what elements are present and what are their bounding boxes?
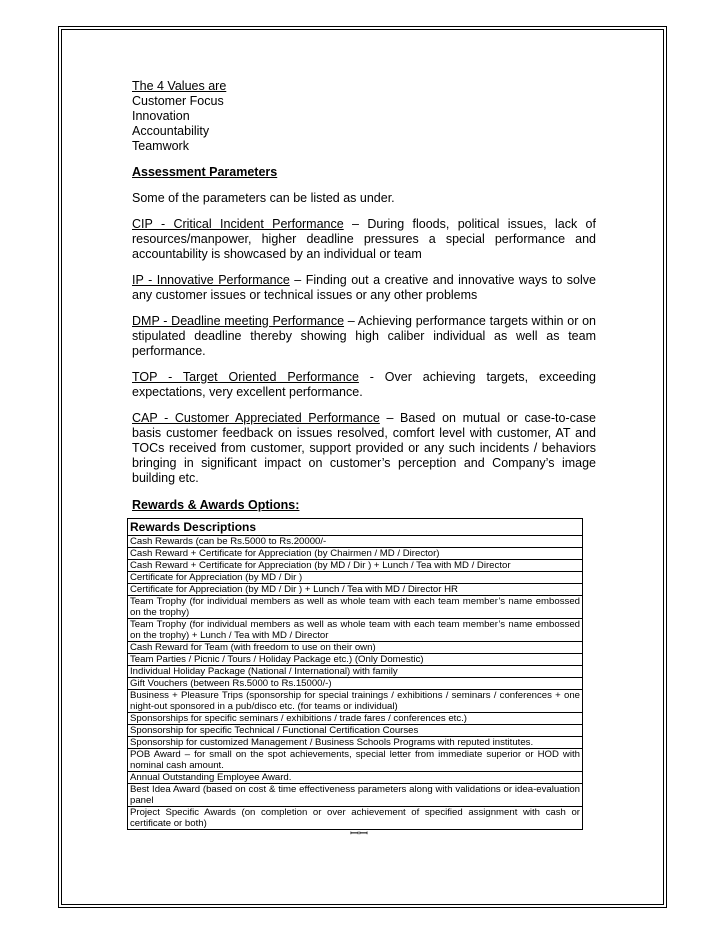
table-row [128,536,583,548]
reward-cell: Team Parties / Picnic / Tours / Holiday Package etc.) (Only Domestic) [128,654,583,666]
table-row [128,572,583,584]
param-top [132,370,596,400]
table-row [128,772,583,784]
table-row [128,749,583,772]
param-cap [132,411,596,486]
param-term: CIP - Critical Incident Performance [132,217,344,231]
table-row [128,690,583,713]
param-term: DMP - Deadline meeting Performance [132,314,345,328]
param-dmp [132,314,596,359]
section-end-ornament: ꟷꟷ [350,827,368,840]
values-heading: The 4 Values are [132,79,227,93]
table-row [128,737,583,749]
table-row [128,642,583,654]
reward-cell: Team Trophy (for individual members as well as whole team with each team member’s name embossed on the trophy) [128,596,583,619]
value-item: Teamwork [132,139,189,153]
reward-cell: Sponsorship for specific Technical / Functional Certification Courses [128,725,583,737]
table-header: Rewards Descriptions [128,519,583,536]
param-term: TOP - Target Oriented Performance [132,370,359,384]
reward-cell: Team Trophy (for individual members as well as whole team with each team member’s name embossed on the trophy) + Lunch / Tea with MD / Director [128,619,583,642]
value-item: Accountability [132,124,210,138]
param-desc: – Based on mutual or case-to-case basis customer feedback on issues resolved, comfort level with customer, AT and TOCs received from customer, support provided or any such incidents / behaviors bringing in significant impact on customer’s perception and Company’s image building etc. [132,411,596,485]
table-row [128,654,583,666]
table-row [128,584,583,596]
rewards-table [127,518,583,830]
table-row [128,725,583,737]
value-item: Customer Focus [132,94,224,108]
reward-cell: Cash Reward for Team (with freedom to use on their own) [128,642,583,654]
param-term: IP - Innovative Performance [132,273,290,287]
reward-cell: Cash Reward + Certificate for Appreciation (by MD / Dir ) + Lunch / Tea with MD / Director [128,560,583,572]
document-body [132,79,596,513]
reward-cell: Certificate for Appreciation (by MD / Dir ) [128,572,583,584]
reward-cell: Business + Pleasure Trips (sponsorship for special trainings / exhibitions / seminars / conferences + one night-out sponsored in a pub/disco etc. (for teams or individual) [128,690,583,713]
table-row [128,619,583,642]
assessment-heading: Assessment Parameters [132,165,278,179]
table-row [128,560,583,572]
table-row [128,678,583,690]
reward-cell: Sponsorship for customized Management / Business Schools Programs with reputed institutes. [128,737,583,749]
reward-cell: Cash Reward + Certificate for Appreciation (by Chairmen / MD / Director) [128,548,583,560]
reward-cell: Sponsorships for specific seminars / exhibitions / trade fares / conferences etc.) [128,713,583,725]
reward-cell: Best Idea Award (based on cost & time effectiveness parameters along with validations or idea-evaluation panel [128,784,583,807]
param-ip [132,273,596,303]
reward-cell: Gift Vouchers (between Rs.5000 to Rs.15000/-) [128,678,583,690]
reward-cell: Annual Outstanding Employee Award. [128,772,583,784]
param-desc: – During floods, political issues, lack of resources/manpower, higher deadline pressures a special performance and accountability is showcased by an individual or team [132,217,596,261]
reward-cell: Individual Holiday Package (National / International) with family [128,666,583,678]
assessment-intro: Some of the parameters can be listed as under. [132,191,395,205]
table-row [128,666,583,678]
param-term: CAP - Customer Appreciated Performance [132,411,380,425]
table-row [128,548,583,560]
param-cip [132,217,596,262]
reward-cell: POB Award – for small on the spot achievements, special letter from immediate superior or HOD with nominal cash amount. [128,749,583,772]
reward-cell: Project Specific Awards (on completion or over achievement of specified assignment with cash or certificate or both) [128,807,583,830]
table-row [128,784,583,807]
table-row [128,713,583,725]
param-desc: – Finding out a creative and innovative ways to solve any customer issues or technical issues or any other problems [132,273,596,302]
reward-cell: Cash Rewards (can be Rs.5000 to Rs.20000/- [128,536,583,548]
rewards-heading: Rewards & Awards Options: [132,498,300,512]
param-desc: - Over achieving targets, exceeding expectations, very excellent performance. [132,370,596,399]
param-desc: – Achieving performance targets within or on stipulated deadline thereby showing high caliber individual as well as team performance. [132,314,596,358]
reward-cell: Certificate for Appreciation (by MD / Dir ) + Lunch / Tea with MD / Director HR [128,584,583,596]
table-row [128,596,583,619]
values-list [132,79,596,154]
value-item: Innovation [132,109,190,123]
table-header-row [128,519,583,536]
